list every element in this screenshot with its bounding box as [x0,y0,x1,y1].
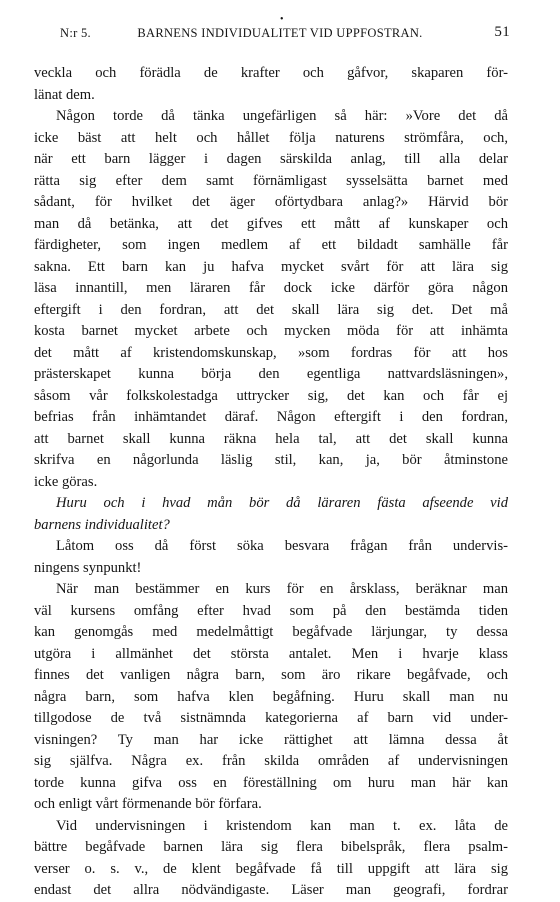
text-line: Låtom oss då först söka besvara frågan från undervis- [56,538,508,554]
text-line: och enligt vårt förmenande bör förfara. [34,796,262,812]
text-line: när ett barn lägger i dagen särskilda anlag, till alla delar [34,151,508,167]
text-line: rätta sig efter dem samt förnämligast sysselsätta barnet med [34,172,508,189]
text-line: visningen? Ty man har icke rättighet att lämna dessa åt [34,731,508,748]
text-line: några barn, som hafva klen begåfning. Huru skall man nu [34,688,508,705]
text-line: prästerskapet kunna börja den egentliga nattvardsläsningen», [34,366,508,382]
text-line: verser o. s. v., de klent begåfvade få till uppgift att lära sig [34,860,508,877]
text-line: barnens individualitet? [34,516,170,533]
running-title: BARNENS INDIVIDUALITET VID UPPFOSTRAN. [137,26,423,40]
page-number: 51 [494,24,510,40]
text-line: befrias från inhämtandet däraf. Någon eftergift i den fordran, [34,409,508,425]
text-line: väl kursens omfång efter hvad som på den bestämda tiden [34,602,508,619]
text-line: kosta barnet mycket arbete och mycken möda för att inhämta [34,323,508,339]
printer-mark: • [280,14,284,25]
text-line: icke bäst att helt och hållet följa naturens strömfåra, och, [34,129,508,146]
text-line: färdigheter, som ingen medlem af ett bildadt samhälle får [34,237,508,253]
running-header [50,14,510,48]
text-line: ningens synpunkt! [34,559,142,576]
text-line: läsa innantill, men läraren får dock icke därför göra någon [34,280,508,296]
text-line: kan genomgås med medelmåttigt begåfvade lärjungar, ty dessa [34,624,508,640]
text-line: att barnet skall kunna räkna hela tal, att det skall kunna [34,430,508,447]
text-line: såsom vår folkskolestadga uttrycker sig, det kan och får ej [34,387,508,404]
text-line: Vid undervisningen i kristendom kan man t. ex. låta de [56,817,508,834]
text-line: länat dem. [34,86,95,103]
text-line: När man bestämmer en kurs för en årsklass, beräknar man [56,581,508,597]
text-line: eftergift i den fordran, att det skall lära sig det. Det må [34,301,508,318]
text-line: skrifva en någorlunda läslig stil, kan, ja, bör åtminstone [34,452,508,468]
body-text [34,63,508,902]
text-line: sådant, för hvilket det äger oförtydbara anlag?» Härvid bör [34,194,508,210]
text-line: torde kunna gifva oss en föreställning om huru man här kan [34,774,508,791]
text-line: icke göras. [34,473,98,490]
text-line: finnes det vanligen några barn, som äro rikare begåfvade, och [34,667,508,683]
text-line: Huru och i hvad mån bör då läraren fästa afseende vid [56,495,508,511]
issue-number: N:r 5. [60,26,91,40]
text-line: tillgodose de två sistnämnda kategorierna af barn vid under- [34,710,508,726]
text-line: utgöra i allmänhet det största antalet. Men i hvarje klass [34,645,508,662]
text-line: Någon torde då tänka ungefärligen så här: »Vore det då [56,108,508,124]
text-line: man då betänka, att det gifves ett mått af kunskaper och [34,215,508,232]
text-line: det mått af kristendomskunskap, »som fordras för att hos [34,344,508,361]
text-line: endast det allra nödvändigaste. Läser man geografi, fordrar [34,882,508,898]
text-line: bättre begåfvade barnen lära sig flera bibelspråk, flera psalm- [34,839,508,855]
text-line: veckla och förädla de krafter och gåfvor, skaparen för- [34,65,508,81]
text-line: sig själfva. Några ex. från skilda områden af undervisningen [34,753,508,769]
text-line: sakna. Ett barn kan ju hafva mycket svårt för att lära sig [34,258,508,275]
